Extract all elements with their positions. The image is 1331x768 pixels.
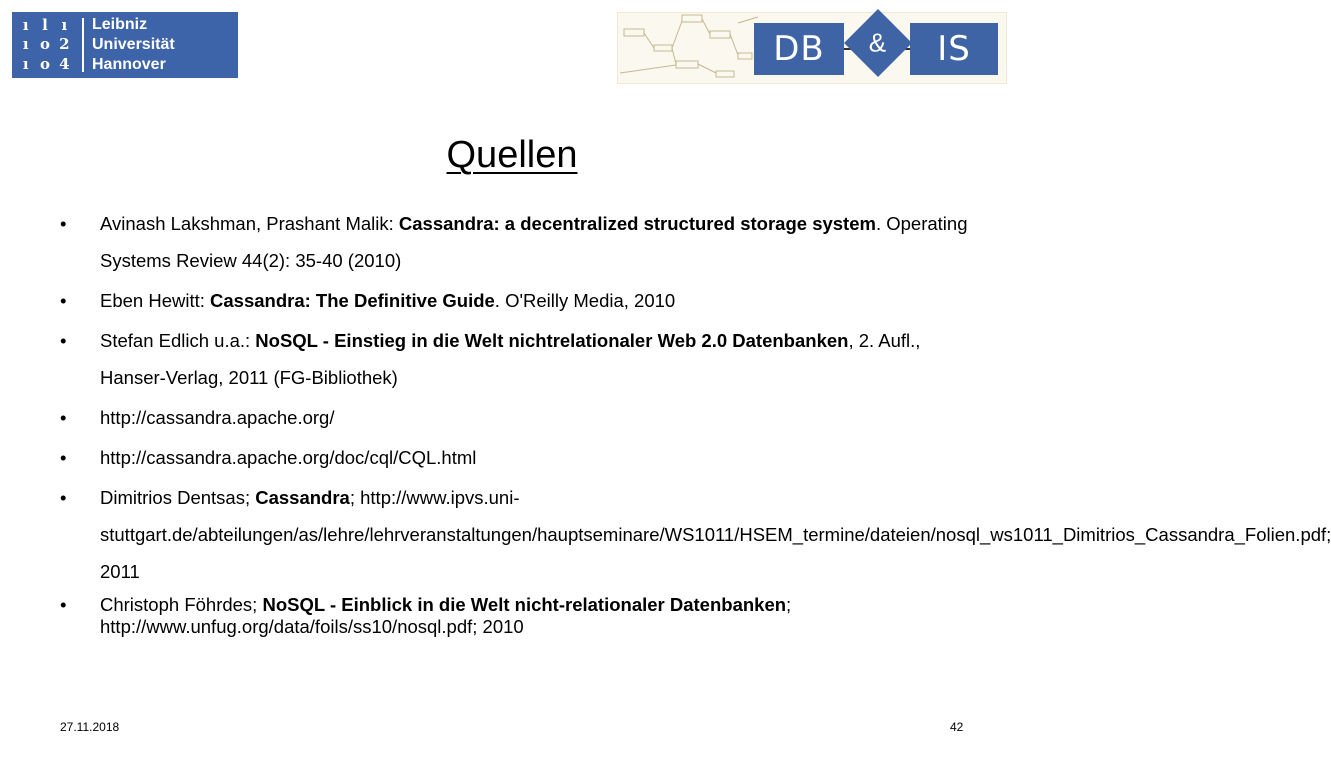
university-logo-mark: [12, 12, 78, 78]
is-label: IS: [910, 23, 998, 75]
logo-glyph: o: [39, 54, 50, 73]
reference-text: . Operating Systems Review 44(2): 35-40 (2010): [100, 213, 968, 271]
university-name-line: Universität: [92, 36, 175, 53]
reference-text: . O'Reilly Media, 2010: [494, 290, 676, 311]
reference-title: NoSQL - Einblick in die Welt nicht-relationaler Datenbanken: [262, 594, 787, 615]
logo-glyph: o: [39, 35, 50, 54]
list-item: [60, 439, 970, 476]
reference-text: Avinash Lakshman, Prashant Malik:: [100, 213, 399, 234]
reference-text: , 2. Aufl., Hanser-Verlag, 2011 (FG-Bibliothek): [100, 330, 921, 388]
logo-glyph: 4: [59, 54, 70, 73]
list-item: [60, 399, 970, 436]
university-logo: [12, 12, 238, 78]
reference-text: Christoph Föhrdes;: [100, 594, 263, 615]
ampersand-label: &: [869, 27, 887, 58]
references-list: [60, 205, 1331, 638]
university-name-line: Leibniz: [92, 16, 148, 33]
university-name: [92, 12, 175, 78]
reference-title: Cassandra: a decentralized structured storage system: [398, 213, 876, 234]
link[interactable]: http://cassandra.apache.org/: [100, 407, 335, 428]
logo-glyph: ı: [61, 16, 68, 35]
reference-title: Cassandra: [255, 487, 350, 508]
footer-date: 27.11.2018: [60, 720, 120, 734]
dbis-logo: [617, 12, 1007, 84]
reference-text: Stefan Edlich u.a.:: [100, 330, 256, 351]
logo-glyph: l: [42, 16, 48, 35]
reference-title: NoSQL - Einstieg in die Welt nichtrelationaler Web 2.0 Datenbanken: [255, 330, 849, 351]
link[interactable]: http://cassandra.apache.org/doc/cql/CQL.html: [100, 447, 477, 468]
logo-glyph: ı: [22, 16, 29, 35]
list-item: [60, 205, 970, 279]
university-name-line: Hannover: [92, 56, 166, 73]
logo-glyph: 2: [59, 35, 70, 54]
list-item: [60, 282, 970, 319]
logo-glyph: ı: [22, 35, 29, 54]
list-item: [60, 479, 1331, 590]
reference-text: ; http://www.unfug.org/data/foils/ss10/nosql.pdf; 2010: [100, 594, 792, 637]
list-item: [60, 594, 970, 638]
slide-title: Quellen: [446, 134, 578, 176]
logo-glyph: ı: [22, 54, 29, 73]
list-item: [60, 322, 970, 396]
reference-title: Cassandra: The Definitive Guide: [210, 290, 495, 311]
page-number: 42: [950, 720, 964, 734]
reference-text: Eben Hewitt:: [100, 290, 211, 311]
db-label: DB: [754, 23, 844, 75]
logo-divider: [82, 18, 84, 72]
reference-text: ; http://www.ipvs.uni-stuttgart.de/abteilungen/as/lehre/lehrveranstaltungen/hauptseminare/WS1011/HSEM_termine/dateien/nosql_ws1011_Dimitrios_Cassandra_Folien.pdf; 2011: [100, 487, 1331, 582]
reference-text: Dimitrios Dentsas;: [100, 487, 256, 508]
